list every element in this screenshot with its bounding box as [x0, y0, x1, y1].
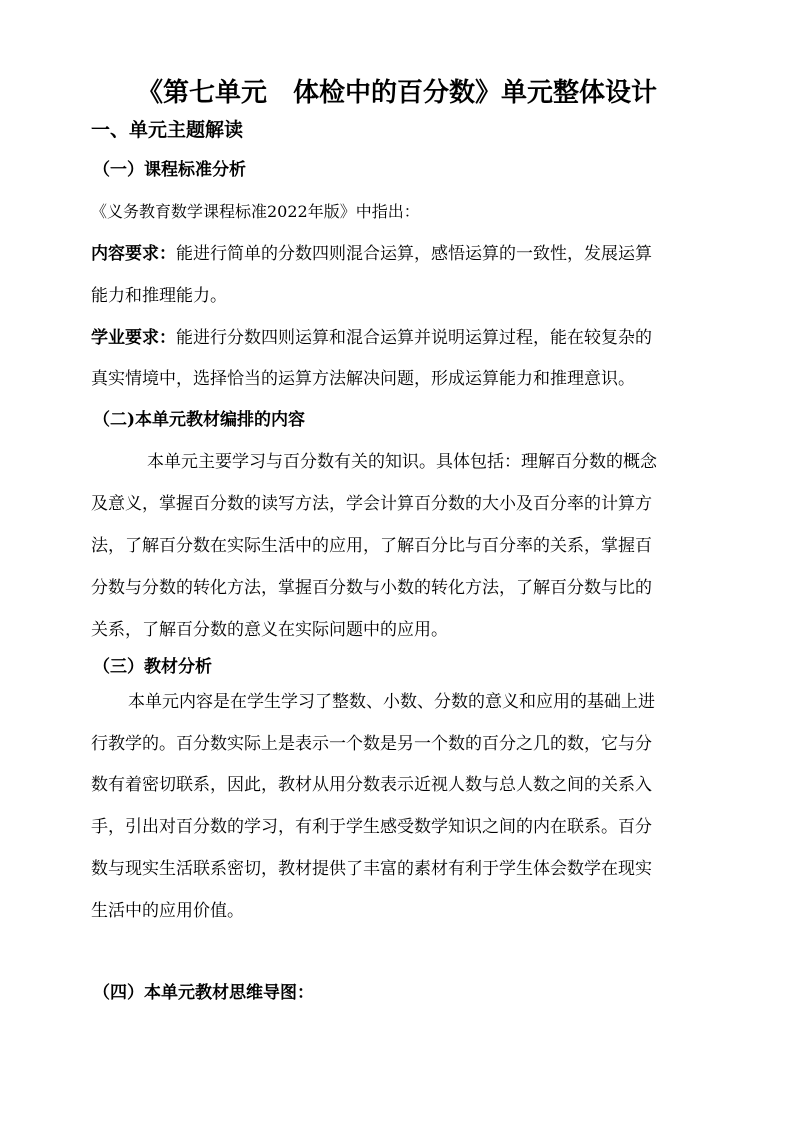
content-paragraph-line: 及意义，掌握百分数的读写方法，学会计算百分数的大小及百分率的计算方	[91, 494, 652, 514]
document-title	[0, 80, 794, 106]
title-part-2: 体检中的百分数》单元整体设计	[293, 78, 658, 108]
content-paragraph-line: 法，了解百分数在实际生活中的应用，了解百分比与百分率的关系，掌握百	[91, 536, 652, 556]
content-paragraph-line: 关系，了解百分数的意义在实际问题中的应用。	[91, 620, 448, 640]
analysis-paragraph-line: 手，引出对百分数的学习，有利于学生感受数学知识之间的内在联系。百分	[91, 817, 652, 837]
subsection-heading-3: （三）教材分析	[93, 657, 212, 677]
analysis-paragraph-line: 本单元内容是在学生学习了整数、小数、分数的意义和应用的基础上进	[128, 692, 655, 712]
content-requirement-line-2: 能力和推理能力。	[91, 286, 227, 306]
academic-requirement-label: 学业要求：	[91, 328, 176, 348]
section-heading-1: 一、单元主题解读	[91, 119, 244, 141]
analysis-paragraph-line: 生活中的应用价值。	[91, 901, 244, 921]
content-requirement-text-1: 能进行简单的分数四则混合运算，感悟运算的一致性，发展运算	[176, 244, 652, 264]
content-requirement-label: 内容要求：	[91, 244, 176, 264]
title-part-1: 《第七单元	[136, 78, 267, 108]
analysis-paragraph-line: 数与现实生活联系密切，教材提供了丰富的素材有利于学生体会数学在现实	[91, 859, 652, 879]
academic-requirement-line-2: 真实情境中，选择恰当的运算方法解决问题，形成运算能力和推理意识。	[91, 369, 635, 389]
content-paragraph-line: 本单元主要学习与百分数有关的知识。具体包括：理解百分数的概念	[147, 452, 657, 472]
academic-requirement-line-1	[91, 330, 652, 347]
academic-requirement-text-1: 能进行分数四则运算和混合运算并说明运算过程，能在较复杂的	[176, 328, 652, 348]
analysis-paragraph-line: 行教学的。百分数实际上是表示一个数是另一个数的百分之几的数，它与分	[91, 734, 652, 754]
standard-intro: 《义务教育数学课程标准2022年版》中指出：	[91, 202, 420, 221]
content-paragraph-line: 分数与分数的转化方法，掌握百分数与小数的转化方法，了解百分数与比的	[91, 578, 652, 598]
subsection-heading-2: （二)本单元教材编排的内容	[93, 410, 306, 430]
subsection-heading-1: （一）课程标准分析	[93, 160, 246, 180]
subsection-heading-4: （四）本单元教材思维导图：	[93, 983, 314, 1003]
analysis-paragraph-line: 数有着密切联系，因此，教材从用分数表示近视人数与总人数之间的关系入	[91, 775, 652, 795]
content-requirement-line-1	[91, 246, 652, 263]
